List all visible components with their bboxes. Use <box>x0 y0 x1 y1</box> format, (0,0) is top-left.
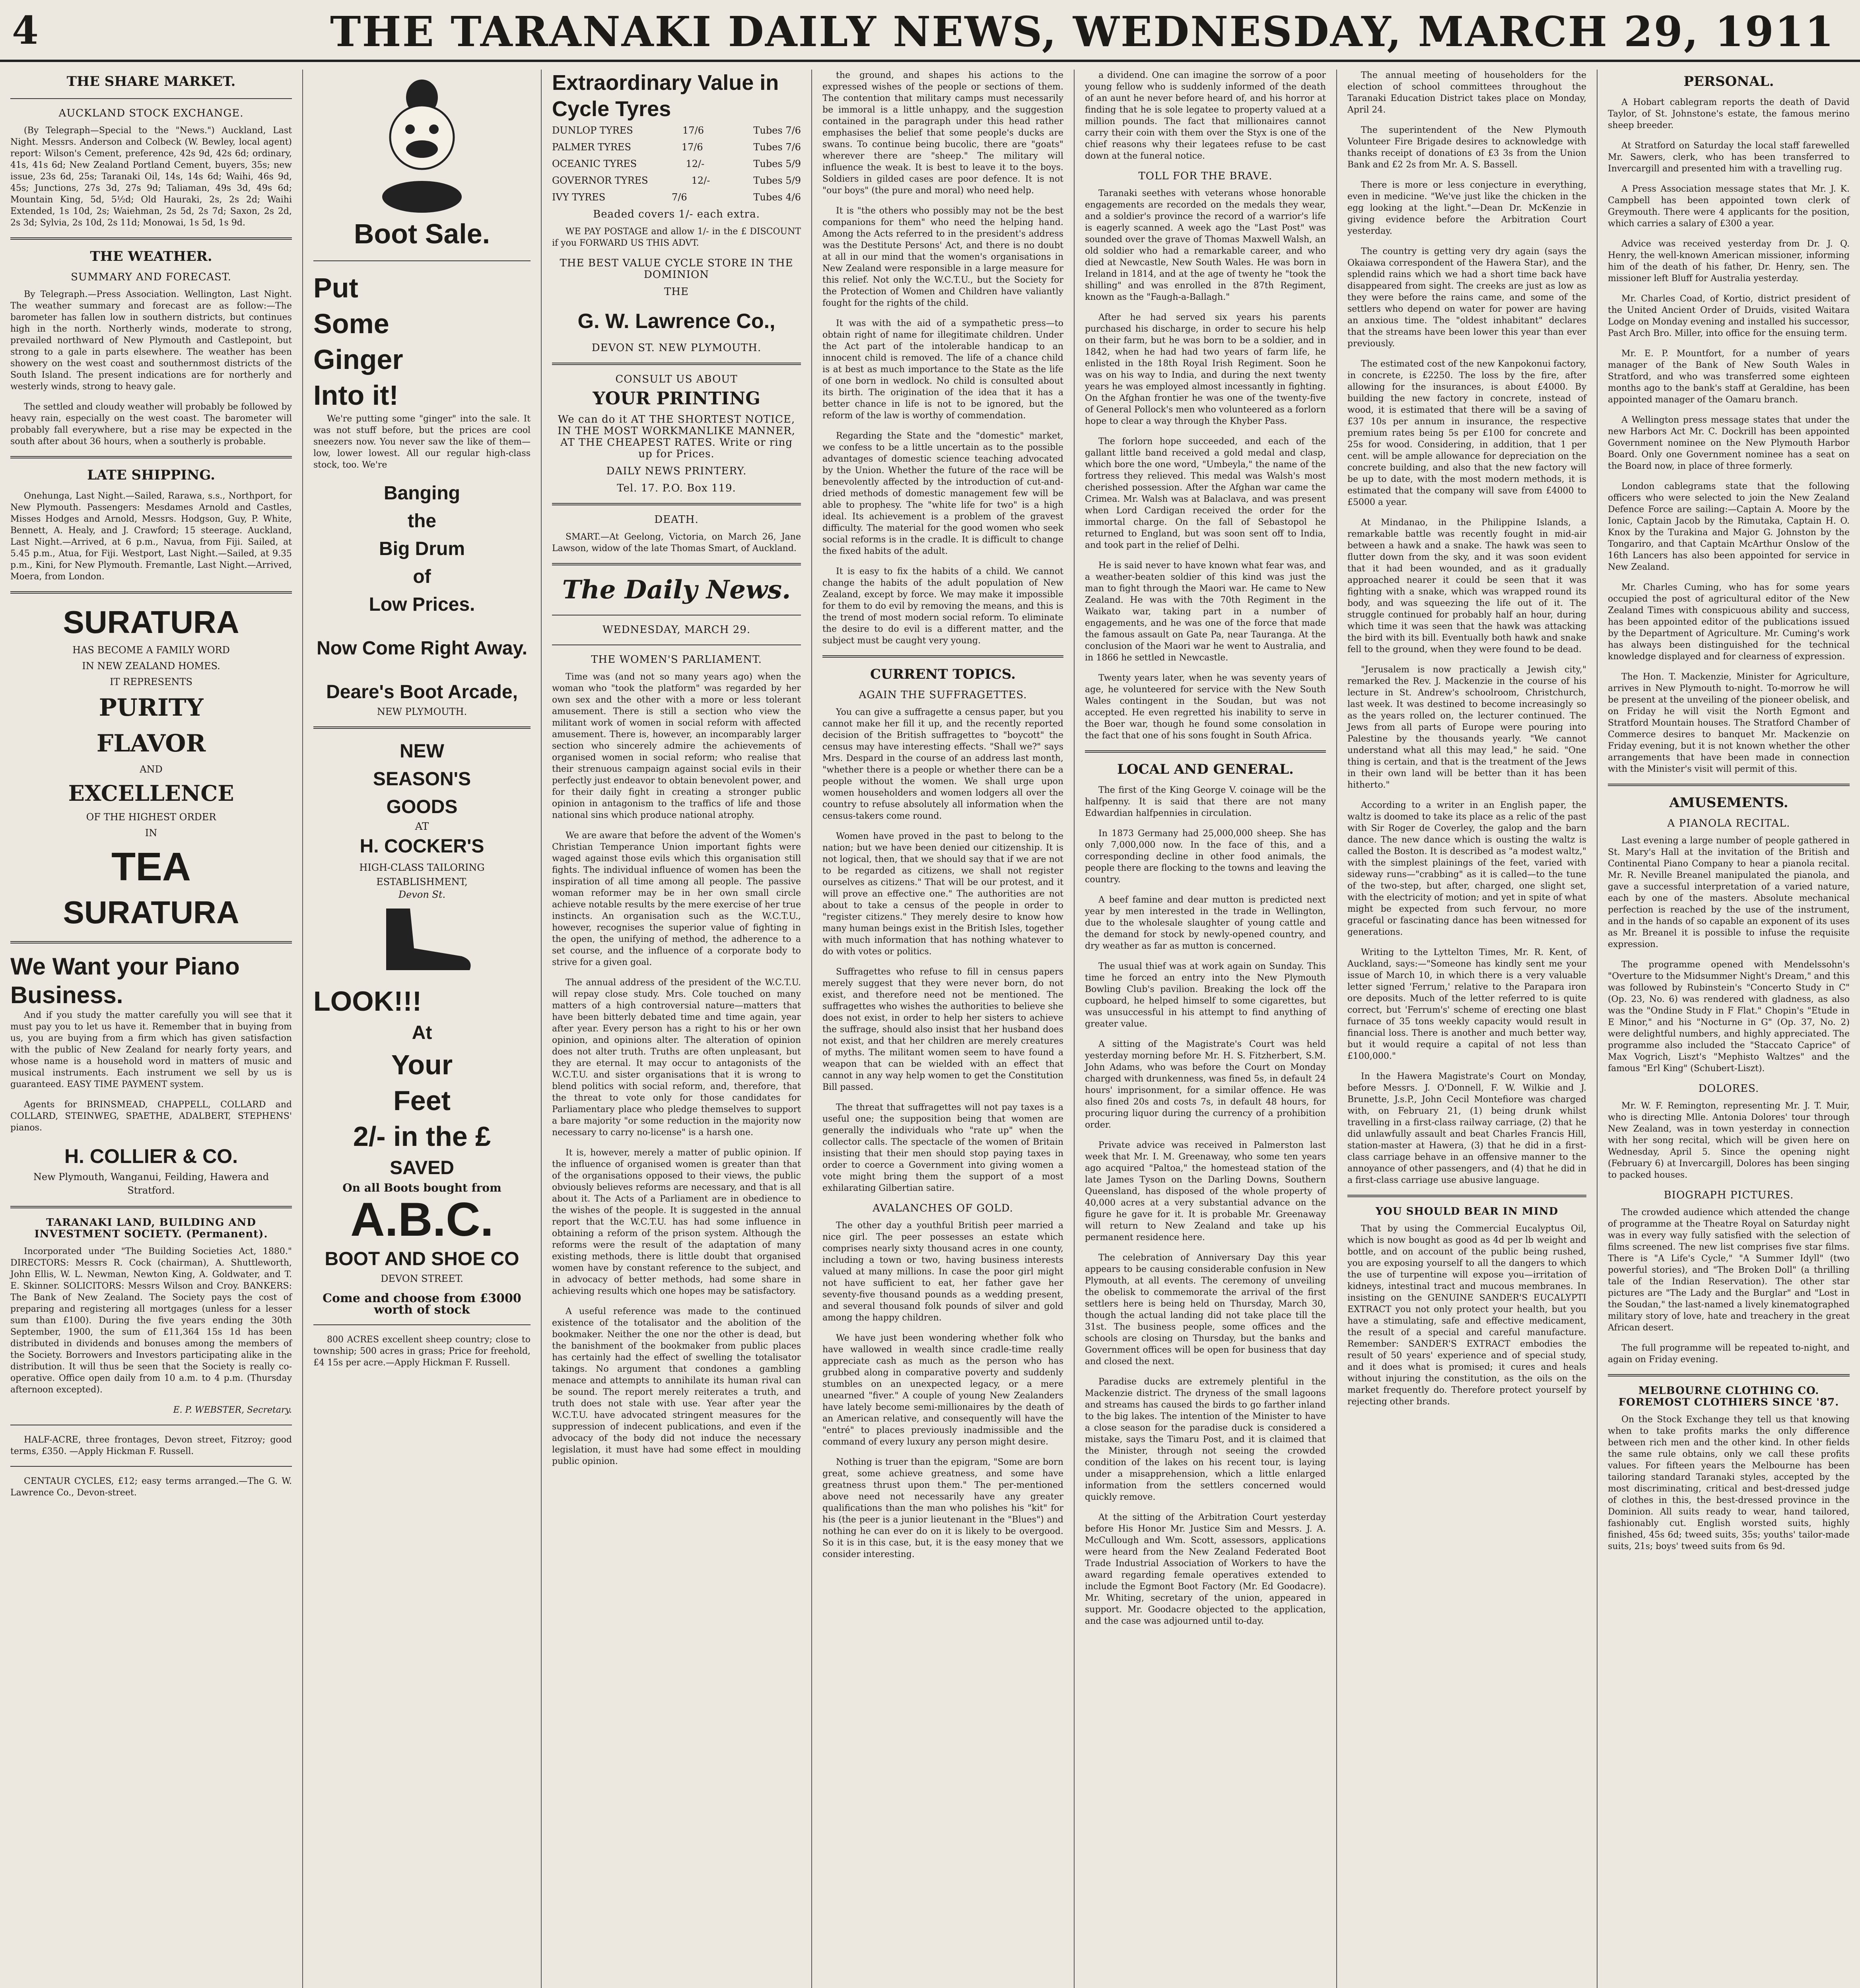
divider <box>313 726 531 729</box>
leader-paragraph: We are aware that before the advent of the Women's Christian Temperance Union important fights were waged against those evils which this organisation still fights. The individual influence of women has been the inspiration of all time among all people. The passive woman reformer may be in her own small circle achieve notable results by the mere exercise of her true instincts. An organisation such as the W.C.T.U., however, recognises the superior value of fighting in the open, the unifying of method, the adherence to a set course, and the influence of a corporate body to strive for a given goal. <box>552 831 801 967</box>
suffragettes-subheading: AGAIN THE SUFFRAGETTES. <box>859 689 1027 701</box>
personal-paragraph: London cablegrams state that the following officers who were selected to join the New Zealand Defence Force are sailing:—Captain A. Moore by the Ionic, Captain Jacob by the Rimutaka, Captain H. O. Knox by the Turakina and Major G. Johnston by the Tongariro, and that Captain McArthur Onslow of the 16th Lancers has also been appointed for service in New Zealand. <box>1608 481 1850 572</box>
ginger-word: Ginger <box>313 344 403 375</box>
shipping-heading: LATE SHIPPING. <box>87 467 215 483</box>
current-topics-heading: CURRENT TOPICS. <box>870 666 1016 682</box>
column-5 <box>1074 70 1336 1988</box>
personal-paragraph: A Wellington press message states that under the new Harbors Act Mr. C. Dockrill has been appointed Government nominee on the New Plymouth Harbor Board. Only one Government nominee has a seat on the Board now, in place of three formerly. <box>1608 415 1850 471</box>
column-3 <box>541 70 811 1988</box>
devon-street-line: DEVON STREET. <box>381 1273 463 1284</box>
divider <box>313 1324 531 1325</box>
column-6 <box>1336 70 1597 1988</box>
tyre-row: OCEANIC TYRES 12/- Tubes 5/9 <box>552 158 801 169</box>
goods-word: GOODS <box>386 796 458 817</box>
personal-paragraph: The Hon. T. Mackenzie, Minister for Agriculture, arrives in New Plymouth to-night. To-morrow he will be present at the unveiling of the pioneer obelisk, and on Friday he will visit the North Egmont and Stratford Mountain houses. The Stratford Chamber of Commerce desires to banquet Mr. Mackenzie on Friday evening, but it is not known whether the other arrangements that have been made in connection with the Minister's visit will permit of this. <box>1608 672 1850 774</box>
abc-boot-advert <box>313 983 531 1316</box>
divider <box>313 260 531 261</box>
paper-date: WEDNESDAY, MARCH 29. <box>602 624 751 636</box>
suratura-line: IN NEW ZEALAND HOMES. <box>82 660 220 672</box>
topic-paragraph: We have just been wondering whether folk who have wallowed in wealth since cradle-time really appreciate cash as much as the person who has grubbed along in comparative poverty and suddenly stumbles on an unexpected legacy, or a mere unearned "fiver." A couple of young New Zealanders have lately become semi-millionaires by the death of an American relative, and consequently will have the "entré" to places previously inadmissible and the command of every luxury any person might desire. <box>822 1333 1063 1447</box>
pianola-subheading: A PIANOLA RECITAL. <box>1667 817 1790 829</box>
newspaper-masthead: THE TARANAKI DAILY NEWS, WEDNESDAY, MARCH 29, 1911 <box>330 7 1835 56</box>
stock-exchange-subheading: AUCKLAND STOCK EXCHANGE. <box>58 107 244 119</box>
now-come-line: Now Come Right Away. <box>317 638 527 659</box>
tyre-row: DUNLOP TYRES 17/6 Tubes 7/6 <box>552 125 801 136</box>
news-paragraph: The estimated cost of the new Kanpokonui factory, in concrete, is £2250. The loss by the fire, after allowing for the insurances, is about £4000. By building the new factory in concrete, instead of wood, it is estimated that there will be a saving of £37 10s per annum in insurance, the respective premium rates being 5s per £100 for concrete and 25s for wood. Considering, in addition, that 1 per cent. will be ample allowance for depreciation on the concrete building, and also that the new factory will be up to date, with the most modern methods, it is estimated that the company will save from £4000 to £5000 a year. <box>1347 359 1586 507</box>
deares-town: NEW PLYMOUTH. <box>377 706 467 717</box>
divider <box>10 98 292 99</box>
low-prices-word: Low Prices. <box>369 594 475 615</box>
divider <box>552 363 801 365</box>
look-heading: LOOK!!! <box>313 986 422 1017</box>
at-word: AT <box>415 821 429 833</box>
topic-paragraph: Women have proved in the past to belong to the nation; but we have been denied our citizenship. It is not logical, then, that we should say that if we are not to be regarded as citizens, we shall not register ourselves as citizens." That will be our protest, and it will prove an effective one." The authorities are not about to take a census of the people in order to "register citizens." They merely desire to know how many human beings exist in the British Isles, together with much information that has nothing whatever to do with votes or politics. <box>822 831 1063 957</box>
the-word: THE <box>664 286 689 298</box>
death-notice: SMART.—At Geelong, Victoria, on March 26, Jane Lawson, widow of the late Thomas Smart, of Auckland. <box>552 532 801 553</box>
bear-in-mind-heading: YOU SHOULD BEAR IN MIND <box>1375 1206 1559 1217</box>
boot-sale-advert <box>313 216 531 413</box>
tyre-row: IVY TYRES 7/6 Tubes 4/6 <box>552 192 801 203</box>
piano-heading: We Want your Piano Business. <box>10 953 240 1008</box>
tyre-price-list <box>552 122 801 206</box>
cocker-name: H. COCKER'S <box>360 836 484 857</box>
classified-advert: CENTAUR CYCLES, £12; easy terms arranged.—The G. W. Lawrence Co., Devon-street. <box>10 1476 292 1498</box>
suratura-tea: TEA <box>111 845 191 889</box>
topic-paragraph: He is said never to have known what fear was, and a weather-beaten soldier of this kind was just the man to fight through the Maori war. He came to New Zealand. He was with the 70th Regiment in the Waikato war, taking part in a number of engagements, and he was one of the force that made the famous assault on Gate Pa, near Tauranga. At the conclusion of the Maori war he went to Australia, and in 1866 he settled in Newcastle. <box>1085 561 1326 663</box>
personal-heading: PERSONAL. <box>1683 74 1774 89</box>
topic-paragraph: Twenty years later, when he was seventy years of age, he volunteered for service with the New South Wales contingent in the Soudan, but was not accepted. He even regretted his inability to serve in the Boer war, though he found some consolation in the fact that one of his sons fought in South Africa. <box>1085 673 1326 741</box>
new-word: NEW <box>400 741 444 762</box>
boot-shoe-line: BOOT AND SHOE CO <box>325 1248 519 1270</box>
divider <box>1347 1195 1586 1197</box>
printing-heading: YOUR PRINTING <box>593 388 760 409</box>
shipping-report: Onehunga, Last Night.—Sailed, Rarawa, s.s., Northport, for New Plymouth. Passengers: Mesdames Arnold and Castles, Misses Hodges and Arnold, Messrs. Hodgson, Guy, P. White, Bennett, A. Healy, and J. Crawford; 15 steerage. Auckland, Last Night.—Arrived, at 6 p.m., Navua, from Fiji. Sailed, at 5.45 p.m., Atua, for Fiji. Westport, Last Night.—Sailed, at 9.35 p.m., Kini, for New Plymouth. Fremantle, Last Night.—Arrived, Moera, from London. <box>10 491 292 582</box>
printing-body: We can do it AT THE SHORTEST NOTICE, IN THE MOST WORKMANLIKE MANNER, AT THE CHEAPEST RATES. Write or ring up for Prices. <box>557 414 795 460</box>
column-1 <box>0 70 302 1988</box>
page-number: 4 <box>12 8 39 53</box>
news-paragraph: Writing to the Lyttelton Times, Mr. R. Kent, of Auckland, says:—"Someone has kindly sent me your issue of March 10, in which there is a very valuable letter signed 'Ferrum,' relative to the Parapara iron ore deposits. Much of the letter referred to is quite correct, but 'Ferrum's' scheme of erecting one blast furnace of 35 tons weekly capacity would result in financial loss. There is another and much better way, but it would require a capital of not less than £100,000." <box>1347 947 1586 1061</box>
banging-word: Banging <box>384 483 460 504</box>
news-paragraph: The superintendent of the New Plymouth Volunteer Fire Brigade desires to acknowledge with thanks receipt of donations of £3 3s from the Union Bank and £2 2s from Mr. A. S. Bassell. <box>1347 125 1586 170</box>
come-choose-line: Come and choose from £3000 worth of stock <box>323 1291 521 1317</box>
ginger-body: We're putting some "ginger" into the sale. It was not stuff before, but the prices are cool sneezers now. You never saw the like of them—low, lower lowest. All our regular high-class stock, too. We're <box>313 414 531 470</box>
leader-heading: THE WOMEN'S PARLIAMENT. <box>591 654 762 666</box>
news-paragraph: "Jerusalem is now practically a Jewish city," remarked the Rev. J. Mackenzie in the course of his lecture in St. Andrew's schoolroom, Christchurch, last week. It was destined to become increasingly so as the years rolled on, the lecturer continued. The Jews from all parts of Europe were pouring into Palestine by the thousands yearly. "We cannot understand what all this may lead," he said. "One thing is certain, and that is the treatment of the Jews in their own land will be better than it has been hitherto." <box>1347 665 1586 790</box>
news-paragraph: A sitting of the Magistrate's Court was held yesterday morning before Mr. H. S. Fitzherbert, S.M. John Adams, who was before the Court on Monday charged with drunkenness, was fined 5s, in default 24 hours' imprisonment, for a similar offence. He was also fined 20s and costs 7s, in default 48 hours, for procuring liquor during the currency of a prohibition order. <box>1085 1039 1326 1130</box>
news-paragraph: The annual meeting of householders for the election of school committees throughout the Taranaki Education District takes place on Monday, April 24. <box>1347 70 1586 115</box>
discount-line: 2/- in the £ <box>353 1121 491 1152</box>
leader-paragraph: Regarding the State and the "domestic" market, we confess to be a little uncertain as to the possible advantages of domestic science teaching advocated by the Union. Whether the future of the race will be benevolently affected by the introduction of cut-and-dried methods of domestic management few will be able to prophesy. The "white life for two" is a high ideal. Its achievement is a problem of the gravest difficulty. The material for the good women who seek social reforms is in the cradle. It is difficult to change the fixed habits of the adult. <box>822 431 1063 556</box>
news-paragraph: In the Hawera Magistrate's Court on Monday, before Messrs. J. O'Donnell, F. W. Wilkie and J. Brunette, J.s.P., John Cecil Montefiore was charged with, on February 21, (1) being drunk whilst travelling in a first-class railway carriage, (2) that he did unlawfully assault and beat Charles Francis Hill, station-master at Hawera, (3) that he did in a first-class carriage behave in an offensive manner to the annoyance of other passengers, and (4) that he did in a first-class carriage use abusive language. <box>1347 1072 1586 1185</box>
feet-word: Feet <box>393 1085 451 1116</box>
boot-sale-heading: Boot Sale. <box>354 218 490 249</box>
local-general-heading: LOCAL AND GENERAL. <box>1117 761 1294 777</box>
dolores-subheading: DOLORES. <box>1698 1083 1759 1095</box>
land-society-heading: TARANAKI LAND, BUILDING AND INVESTMENT SOCIETY. (Permanent). <box>34 1217 268 1240</box>
news-paragraph: The country is getting very dry again (says the Okaiawa correspondent of the Hawera Star), and the splendid rains which we had a short time back have disappeared from sight. The creeks are just as low as they were before the rains came, and some of the settlers who depend on water for power are having an anxious time. The "oldest inhabitant" declares that the streams have been lower this year than ever previously. <box>1347 247 1586 349</box>
weather-paragraph: By Telegraph.—Press Association. Wellington, Last Night. The weather summary and forecast are as follow:—The barometer has fallen low in southern districts, but continues high in the north. Northerly winds, moderate to strong, prevailed northward of New Plymouth and Castlepoint, but strong to a gale in parts elsewhere. The weather has been showery on the west coast and southernmost districts of the South Island. The present indications are for northerly and westerly winds, strong to heavy gale. <box>10 289 292 392</box>
topic-paragraph: The forlorn hope succeeded, and each of the gallant little band received a gold medal and clasp, which bore the one word, "Umbeyla," the name of the fortress they relieved. This medal was Walsh's most cherished possession. After the Afghan war came the Crimea. Mr. Walsh was at Balaclava, and was present when Lord Cardigan received the order for the immortal charge. On the fall of Sebastopol he returned to England, but was soon sent off to India, and took part in the relief of Delhi. <box>1085 437 1326 550</box>
forecast-subheading: SUMMARY AND FORECAST. <box>71 271 231 283</box>
news-paragraph: At Mindanao, in the Philippine Islands, a remarkable battle was recently fought in mid-air between a hawk and a snake. The hawk was seen to flutter down from the sky, and it was soon evident that it had been wounded, and as it gradually approached nearer it could be seen that it was fighting with a snake, which was wrapped round its body, and was squeezing the life out of it. The struggle continued for probably half an hour, during which time it was seen that the hawk was attacking the bird with its bill. Eventually both hawk and snake fell to the ground, when they were found to be dead. <box>1347 518 1586 654</box>
divider <box>1608 1374 1850 1376</box>
weather-heading: THE WEATHER. <box>90 248 212 264</box>
biograph-subheading: BIOGRAPH PICTURES. <box>1664 1189 1794 1201</box>
the-word: the <box>408 511 436 532</box>
news-paragraph: At the sitting of the Arbitration Court yesterday before His Honor Mr. Justice Sim and Messrs. J. A. McCullough and Wm. Scott, assessors, applications were heard from the New Zealand Federated Boot Trade Industrial Association of Workers to have the award regarding female operatives extended to include the Egmont Boot Factory (Mr. Ed Goodacre). Mr. Whiting, secretary of the union, appeared in support. Mr. Goodacre objected to the application, and the case was adjourned until to-day. <box>1085 1512 1326 1626</box>
death-heading: DEATH. <box>654 514 699 526</box>
masthead <box>0 0 1860 62</box>
divider <box>10 591 292 594</box>
tyres-heading: Extraordinary Value in Cycle Tyres <box>552 71 779 121</box>
suratura-line: OF THE HIGHEST ORDER <box>86 812 216 823</box>
collier-towns: New Plymouth, Wanganui, Feilding, Hawera and Stratford. <box>33 1171 269 1196</box>
news-paragraph: In 1873 Germany had 25,000,000 sheep. She has only 7,000,000 now. In the face of this, and a corresponding decline in other food animals, the people there are flocking to the towns and leaving the country. <box>1085 829 1326 885</box>
suratura-purity: PURITY <box>99 694 204 722</box>
abc-name: A.B.C. <box>350 1193 494 1246</box>
into-it-word: Into it! <box>313 380 398 411</box>
leader-paragraph: It is "the others who possibly may not be the best companions for them" who need the helping hand. Among the Acts referred to in the president's address was the Destitute Persons' Act, and there is no doubt at all in our mind that the women's organisations in New Zealand were responsible in a large measure for this relief. Not only the W.C.T.U., but the Society for the Protection of Women and Children have valiantly fought for the rights of the child. <box>822 206 1063 308</box>
lawrence-address: DEVON ST. NEW PLYMOUTH. <box>591 342 762 354</box>
avalanches-subheading: AVALANCHES OF GOLD. <box>873 1202 1013 1214</box>
topic-paragraph: You can give a suffragette a census paper, but you cannot make her fill it up, and the recently reported decision of the British suffragettes to "boycott" the census may have interesting effects. "Shall we?" says Mrs. Despard in the course of an address last month, "whether there is a people or whether there can be a people without the women. We shall urge upon women householders and women lodgers all over the country to refuse absolutely all information when the census-takers come round. <box>822 707 1063 821</box>
suratura-line: IT REPRESENTS <box>110 676 192 687</box>
divider <box>552 563 801 565</box>
clown-illustration <box>313 70 531 213</box>
suratura-flavor: FLAVOR <box>96 730 206 757</box>
divider <box>552 503 801 505</box>
land-society-body: Incorporated under "The Building Societies Act, 1880." DIRECTORS: Messrs R. Cock (chairman), A. Shuttleworth, John Ellis, W. L. Newman, Newton King, A. Goldwater, and T. E. Skinner. SOLICITORS: Messrs Wilson and Croy. BANKERS: The Bank of New Zealand. The Society pays the cost of preparing and registering all mortgages (unless for a lesser sum than £100). During the five years ending the 30th September, 1900, the sum of £11,364 15s 1d has been distributed in dividends and bonuses among the members of the Society. Borrowers and Investors participating alike in the distribution. It will thus be seen that the Society is really co-operative. Office open daily from 10 a.m. to 4 p.m. (Thursday afternoon excepted). <box>10 1246 292 1395</box>
suratura-and: AND <box>140 764 163 775</box>
leader-paragraph: The annual address of the president of the W.C.T.U. will repay close study. Mrs. Cole touched on many matters of a high controversial nature—matters that have been bitterly debated time and time again, year after year. Every person has a right to his or her own opinion, and opinions alter. The alteration of opinion does not alter truth. Truths are often unpleasant, but they are eternal. It may occur to antagonists of the W.C.T.U. and sister organisations that it is wrong to blend politics with social reform, and, therefore, that the threat to vote only for those candidates for Parliamentary place who pledge themselves to support a bare majority "or some reduction in the majority now necessary to carry no-license" is a harsh one. <box>552 978 801 1138</box>
divider <box>10 941 292 944</box>
amusements-heading: AMUSEMENTS. <box>1669 795 1788 811</box>
leader-paragraph: It was with the aid of a sympathetic press—to obtain right of name for illegitimate children. Under the Act part of the intolerable handicap to an innocent child is removed. The life of a chance child is at best as much importance to the State as the life of one born in wedlock. No child is consulted about its birth. The origination of the idea that it has a better chance in life is not to be ignored, but the reform of the law is worthy of commendation. <box>822 318 1063 421</box>
share-report: (By Telegraph—Special to the "News.") Auckland, Last Night. Messrs. Anderson and Colbeck (W. Bewley, local agent) report: Wilson's Cement, preference, 42s 9d, 42s 6d; ordinary, 41s, 41s 6d; New Zealand Portland Cement, buyers, 35s; new issue, 23s 6d, 25s; Taranaki Oil, 14s, 14s 6d; Waihi, 46s 9d, 45s; Junctions, 27s 3d, 27s 9d; Taliaman, 49s 3d, 49s 6d; Mountain King, 5d, 5½d; Old Hauraki, 2s, 2s 2d; Waihi Extended, 1s 10d, 2s; Waiehman, 2s 5d, 2s 7d; Saxon, 2s 2d, 2s 3d; Sylvia, 2s 10d, 2s 11d; Monowai, 1s 5d, 1s 9d. <box>10 126 292 228</box>
news-paragraph: The usual thief was at work again on Sunday. This time he forced an entry into the New Plymouth Bowling Club's pavilion. Breaking the lock off the cupboard, he helped himself to some cigarettes, but was unsuccessful in his attempt to find anything of greater value. <box>1085 961 1326 1029</box>
news-paragraph: A beef famine and dear mutton is predicted next year by men interested in the trade in Wellington, due to the wholesale slaughter of young cattle and the demand for stock by newly-opened country, and dry weather as far as mutton is concerned. <box>1085 895 1326 951</box>
suratura-tea-advert <box>10 602 292 932</box>
amusement-paragraph: The programme opened with Mendelssohn's "Overture to the Midsummer Night's Dream," and this was followed by Rubinstein's "Concerto Study in C" (Op. 23, No. 6) was rendered with gladness, as also was the "Ondine Study in F Flat." Chopin's "Etude in E Minor," and his "Nocturne in G" (Op. 37, No. 2) were delightful numbers, and highly appreciated. The programme also included the "Staccato Caprice" of Max Vogrich, Liszt's "Mephisto Waltzes" and the famous "Erl King" (Schubert-Liszt). <box>1608 960 1850 1074</box>
column-7 <box>1597 70 1860 1988</box>
tyre-row: PALMER TYRES 17/6 Tubes 7/6 <box>552 142 801 153</box>
topic-paragraph: Suffragettes who refuse to fill in census papers merely suggest that they were never born, do not exist, and therefore need not be mentioned. The suffragettes who wishes the authorities to believe she does not exist, in order to help her sisters to achieve the suffrage, should also insist that her husband does not exist, and that her children are merely creatures of myths. The militant women seem to have found a weapon that can be wielded with an effect that cannot in any way help women to get the Constitution Bill passed. <box>822 967 1063 1092</box>
divider <box>10 237 292 240</box>
printery-name: DAILY NEWS PRINTERY. <box>606 465 747 477</box>
leader-paragraph: the ground, and shapes his actions to the expressed wishes of the people or sections of them. The contention that military camps must necessarily be immoral is a little unhappy, and the suggestion contained in the paragraph under this head rather emphasises the belief that some people's ducks are swans. To continue being bucolic, there are "goats" wherever there are "sheep." The military will influence the weak. It is best to leave it to the boys. Soldiers in gilded cases are poor defence. It is not "our boys" (the pure and moral) who need help. <box>822 70 1063 196</box>
personal-paragraph: Mr. Charles Coad, of Kortio, district president of the United Ancient Order of Druids, visited Waitara Lodge on Monday evening and installed his successor, Past Arch Bro. Miller, into office for the ensuing term. <box>1608 294 1850 338</box>
personal-paragraph: Mr. E. P. Mountfort, for a number of years manager of the Bank of New South Wales in Stratford, and who was transferred some eighteen months ago to the bank's staff at Geraldine, has been appointed manager of the Oamaru branch. <box>1608 349 1850 405</box>
secretary-signature: E. P. WEBSTER, Secretary. <box>173 1405 292 1415</box>
topic-paragraph: a dividend. One can imagine the sorrow of a poor young fellow who is suddenly informed of the death of an aunt he never before heard of, and his horror at finding that he is sole legatee to property valued at a million pounds. The fact that millionaires cannot carry their coin with them over the Styx is one of the chief reasons why their legatees refuse to be cast down at the funeral notice. <box>1085 70 1326 161</box>
classified-advert: 800 ACRES excellent sheep country; close to township; 500 acres in grass; Price for freehold, £4 15s per acre.—Apply Hickman F. Russell. <box>313 1335 531 1368</box>
divider <box>1085 750 1326 753</box>
divider <box>10 1466 292 1467</box>
cycle-tyres-advert <box>552 70 801 122</box>
leader-paragraph: It is, however, merely a matter of public opinion. If the influence of organised women is greater than that of the organisations opposed to their views, the public obviously believes reforms are necessary, and that is all about it. The Acts of a Parliament are in obedience to the wishes of the people. It is suggested in the annual report that the W.C.T.U. has had some influence in obtaining a reform of the prison system. Although the reforms were the result of the adaptation of many existing methods, there is little doubt that organised women have by constant reference to the subject, and in advocacy of better methods, had some share in achieving results which one hopes may be satisfactory. <box>552 1148 801 1296</box>
paper-title: The Daily News. <box>562 575 791 605</box>
saved-word: SAVED <box>390 1157 454 1178</box>
news-paragraph: There is more or less conjecture in everything, even in medicine. "We've just like the chicken in the egg looking at the light."—Dean Dr. McKenzie in giving evidence before the Arbitration Court yesterday. <box>1347 180 1586 236</box>
suratura-brand: SURATURA <box>63 604 239 640</box>
at-word: At <box>412 1022 432 1043</box>
column-2 <box>302 70 541 1988</box>
leader-paragraph: A useful reference was made to the continued existence of the totalisator and the abolition of the bookmaker. Neither the one nor the other is dead, but the banishment of the bookmaker from public places has certainly had the effect of swelling the totalisator takings. No argument that condones a gambling menace and attempts to annihilate its human rival can be sound. The report merely reiterates a truth, and truth does not stale with use. Year after year the W.C.T.U. have advocated stringent measures for the suppression of indecent publications, and even if the advocacy of the body did not induce the necessary legislation, it must have had some effect in moulding public opinion. <box>552 1307 801 1466</box>
leader-paragraph: Time was (and not so many years ago) when the woman who "took the platform" was regarded by her own sex and the other with a more or less tolerant amusement. There is still a section who view the militant work of women in social reform with affected amusement. There is, however, an incomparably larger section who sincerely admire the achievements of organised women in social reform; who realise that their strenuous campaign against social evils in their perfectly just endeavor to obtain benevolent power, and for their daily fight in creating a stronger public opinion in antagonism to the traffics of life and those national sins which produce national atrophy. <box>552 672 801 820</box>
topic-paragraph: The threat that suffragettes will not pay taxes is a useful one; the supposition being that women are generally the individuals who "rate up" when the collector calls. The spectacle of the women of Britain insisting that their men should stop paying taxes in order to coerce a Government into giving women a vote might bring them the support of a most exhilarating Gilbertian satire. <box>822 1103 1063 1193</box>
put-word: Put <box>313 272 358 303</box>
news-paragraph: According to a writer in an English paper, the waltz is doomed to take its place as a relic of the past with Sir Roger de Coverley, the galop and the barn dance. The new dance which is ousting the waltz is called the Boston. It is described as "a modest waltz," with the simplest plainings of the feet, varied with sideway runs—"crabbing" as it is called—to the tune of the two-step, but after, charged, one slight set, with the electricity of motion; and yet in spite of what might be expected from such fervour, no more graceful or fascinating dance has been witnessed for generations. <box>1347 800 1586 937</box>
classified-advert: HALF-ACRE, three frontages, Devon street, Fitzroy; good terms, £350. —Apply Hickman F. Russell. <box>10 1435 292 1456</box>
news-paragraph: The celebration of Anniversary Day this year appears to be causing considerable confusion in New Plymouth, at all events. The ceremony of unveiling the obelisk to commemorate the arrival of the first settlers here is being held on Thursday, March 30, though the actual landing did not take place till the 31st. The business people, some offices and the schools are closing on Thursday, but the banks and Government offices will be open for business that day and closed the next. <box>1085 1253 1326 1367</box>
weather-paragraph: The settled and cloudy weather will probably be followed by heavy rain, especially on the west coast. The barometer will probably fall everywhere, but a rise may be expected in the south after about 36 hours, when a southerly is probable. <box>10 402 292 447</box>
melbourne-advert: On the Stock Exchange they tell us that knowing when to take profits marks the only difference between rich men and the other kind. In other fields the same rule obtains, only we call these profits values. For fifteen years the Melbourne has been tailoring standard Taranaki styles, accepted by the most discriminating, critical and best-dressed judge of clothes in this, the best-dressed province in the Dominion. All suits ready to wear, hand tailored, fashionably cut. English worsted suits, highly finished, 45s 6d; tweed suits, 35s; youths' tailor-made suits, 21s; boys' tweed suits from 6s 9d. <box>1608 1415 1850 1551</box>
news-paragraph: Paradise ducks are extremely plentiful in the Mackenzie district. The dryness of the small lagoons and streams has caused the birds to go farther inland to the big lakes. The intention of the Minister to have a close season for the paradise duck is considered a mistake, says the Timaru Post, and it is claimed that the Minister, through not seeing the crowded condition of the lakes on his recent tour, is laying under a misapprehension, which a little enlarged information from the settlers concerned would quickly remove. <box>1085 1377 1326 1502</box>
on-all-line: On all Boots bought from <box>342 1181 501 1194</box>
tyre-row: GOVERNOR TYRES 12/- Tubes 5/9 <box>552 175 801 186</box>
personal-paragraph: A Press Association message states that Mr. J. K. Campbell has been appointed town clerk of Greymouth. There were 4 applicants for the position, which carries a salary of £300 a year. <box>1608 184 1850 229</box>
topic-paragraph: The other day a youthful British peer married a nice girl. The peer possesses an estate which comprises nearly sixty thousand acres in one county, including a town or two, having business interests valued at many millions. In case the poor girl might not have sufficient to eat, her father gave her seventy-five thousand pounds as a wedding present, and several thousand folk pounds of silver and gold among the happy children. <box>822 1221 1063 1323</box>
personal-paragraph: At Stratford on Saturday the local staff farewelled Mr. Sawers, clerk, who has been transferred to Invercargill and presented him with a travelling rug. <box>1608 141 1850 174</box>
amusement-paragraph: Mr. W. F. Remington, representing Mr. J. T. Muir, who is directing Mlle. Antonia Dolores' tour through New Zealand, was in town yesterday in connection with her song recital, which will be given here on Wednesday, April 5. Since the opening night (February 6) at Invercargill, Dolores has been singing to packed houses. <box>1608 1101 1850 1180</box>
personal-paragraph: Mr. Charles Cuming, who has for some years occupied the post of agricultural editor of the New Zealand Times with conspicuous ability and success, has been appointed editor of the publications issued by the Department of Agriculture. Mr. Cuming's work has always been distinguished for the technical knowledge displayed and for clearness of expression. <box>1608 582 1850 662</box>
column-4 <box>811 70 1074 1988</box>
cocker-advert <box>313 738 531 983</box>
topic-paragraph: After he had served six years his parents purchased his discharge, in order to secure his help on their farm, but he was born to be a soldier, and in 1842, when he had had two years of farm life, he enlisted in the 18th Royal Irish Regiment. Soon he was on his way to India, and during the next twenty years he was employed almost incessantly in fighting. On the Afghan frontier he was one of the twenty-five of General Pollock's men who volunteered as a forlorn hope to clear a way through the Khyber Pass. <box>1085 313 1326 426</box>
deares-name: Deare's Boot Arcade, <box>326 681 518 703</box>
topic-paragraph: Nothing is truer than the epigram, "Some are born great, some achieve greatness, and some have greatness thrust upon them." The per-mentioned above need not necessarily have any greater qualifications than the man who polishes his "kit" for his (the peer is a junior lieutenant in the "Blues") and nothing he can ever do on it is likely to be overgood. So it is in this case, but, it is the easy money that we consider interesting. <box>822 1457 1063 1559</box>
share-market-heading: THE SHARE MARKET. <box>66 74 236 89</box>
suratura-excellence: EXCELLENCE <box>68 780 234 806</box>
suratura-in: IN <box>145 827 157 839</box>
amusement-paragraph: Last evening a large number of people gathered in St. Mary's Hall at the invitation of the British and Continental Piano Company to hear a pianola recital. Mr. R. Neville Breanel manipulated the pianola, and gave a successful interpretation of a varied nature, each by one of the masters. Absolute mechanical perfection is reached by the use of the instrument, and in the hands of so capable an exponent of its uses as Mr. Breanel it is possible to infuse the requisite expression. <box>1608 836 1850 949</box>
divider <box>1608 784 1850 786</box>
some-word: Some <box>313 308 389 339</box>
printery-contact: Tel. 17. P.O. Box 119. <box>617 482 736 494</box>
divider <box>10 456 292 458</box>
big-drum-word: Big Drum <box>379 538 465 559</box>
seasons-word: SEASON'S <box>373 769 471 790</box>
your-word: Your <box>391 1049 453 1080</box>
piano-agents: Agents for BRINSMEAD, CHAPPELL, COLLARD and COLLARD, STEINWEG, SPAETHE, ADALBERT, STEPHENS' pianos. <box>10 1100 292 1133</box>
divider <box>822 655 1063 658</box>
personal-paragraph: Advice was received yesterday from Dr. J. Q. Henry, the well-known American missioner, informing him of the death of his father, Dr. Henry, sen. The missioner left Bluff for Australia yesterday. <box>1608 239 1850 283</box>
personal-paragraph: A Hobart cablegram reports the death of David Taylor, of St. Johnstone's estate, the famous merino sheep breeder. <box>1608 97 1850 130</box>
leader-paragraph: It is easy to fix the habits of a child. We cannot change the habits of the adult population of New Zealand, except by force. We may make it impossible for them to do evil by removing the means, and this is the trend of most modern social reform. To eliminate the desire to do evil is a different matter, and the subject must be caught very young. <box>822 567 1063 646</box>
topic-paragraph: Taranaki seethes with veterans whose honorable engagements are recorded on the medals they wear, and a soldier's province the record of a warrior's life is eagerly scanned. A week ago the "Last Post" was sounded over the grave of Thomas Maxwell Walsh, an old soldier who had a remarkable career, and who died at Newcastle, New South Wales. He was born in Ireland in 1814, and at the age of twenty he "took the shilling" and was enrolled in the 87th Regiment, known as the "Faugh-a-Ballagh." <box>1085 188 1326 302</box>
piano-body: And if you study the matter carefully you will see that it must pay you to let us have it. Remember that in buying from us, you are buying from a firm which has given satisfaction with the public of New Zealand for nearly forty years, and whose name is a household word in matters of music and musical instruments. Each instrument we sell by us is guaranteed. EASY TIME PAYMENT system. <box>10 1010 292 1089</box>
amusement-paragraph: The crowded audience which attended the change of programme at the Theatre Royal on Saturday night was in every way fully satisfied with the selection of films screened. The new list comprises five star films. There is "A Life's Cycle," "A Summer Idyll" (two powerful stories), and "The Broken Doll" (a thrilling tale of the Indian Reservation). The other star pictures are "The Lady and the Burglar" and "Lost in the Soudan," the last-named a lively kinematographed military story of love, hate and treachery in the great African desert. <box>1608 1208 1850 1333</box>
divider <box>10 1206 292 1208</box>
toll-subheading: TOLL FOR THE BRAVE. <box>1138 170 1273 182</box>
suratura-brand: SURATURA <box>63 895 239 930</box>
amusement-paragraph: The full programme will be repeated to-night, and again on Friday evening. <box>1608 1343 1850 1365</box>
postage-note: WE PAY POSTAGE and allow 1/- in the £ DISCOUNT if you FORWARD US THIS ADVT. <box>552 227 801 248</box>
best-value-line: THE BEST VALUE CYCLE STORE IN THE DOMINION <box>560 257 793 281</box>
lawrence-name: G. W. Lawrence Co., <box>577 310 775 333</box>
of-word: of <box>413 566 431 587</box>
devon-line: Devon St. <box>398 889 446 900</box>
collier-heading: H. COLLIER & CO. <box>64 1145 238 1167</box>
news-paragraph: Private advice was received in Palmerston last week that Mr. I. M. Greenaway, who some ten years ago acquired "Paltoa," the homestead station of the late James Tyson on the Darling Downs, Southern Queensland, has disposed of the whole property of 40,000 acres at a very substantial advance on the figure he gave for it. It is probable Mr. Greenaway will return to New Zealand and take up his permanent residence here. <box>1085 1140 1326 1242</box>
suratura-line: HAS BECOME A FAMILY WORD <box>72 645 230 656</box>
piano-advert <box>10 952 292 1010</box>
consult-line: CONSULT US ABOUT <box>615 373 738 385</box>
melbourne-heading: MELBOURNE CLOTHING CO. FOREMOST CLOTHIERS SINCE '87. <box>1618 1385 1839 1408</box>
tailoring-line: HIGH-CLASS TAILORING ESTABLISHMENT, <box>359 862 485 887</box>
beaded-note: Beaded covers 1/- each extra. <box>593 208 760 220</box>
boot-illustration <box>313 901 531 980</box>
news-paragraph: The first of the King George V. coinage will be the halfpenny. It is said that there are not many Edwardian halfpennies in circulation. <box>1085 785 1326 818</box>
eucalyptus-advert: That by using the Commercial Eucalyptus Oil, which is now bought as good as 4d per lb weight and bottle, and on account of the public being rushed, you are exposing yourself to all the dangers to which the use of turpentine will expose you—irritation of kidneys, intestinal tract and mucous membranes. In insisting on the GENUINE SANDER'S EUCALYPTI EXTRACT you not only protect your health, but you have a stimulating, safe and effective medicament, the result of a special and careful manufacture. Remember: SANDER'S EXTRACT embodies the result of 50 years' experience and of special study, and it does what is promised; it cures and heals without injuring the constitution, as the oils on the market frequently do. Therefore protect yourself by rejecting other brands. <box>1347 1224 1586 1407</box>
